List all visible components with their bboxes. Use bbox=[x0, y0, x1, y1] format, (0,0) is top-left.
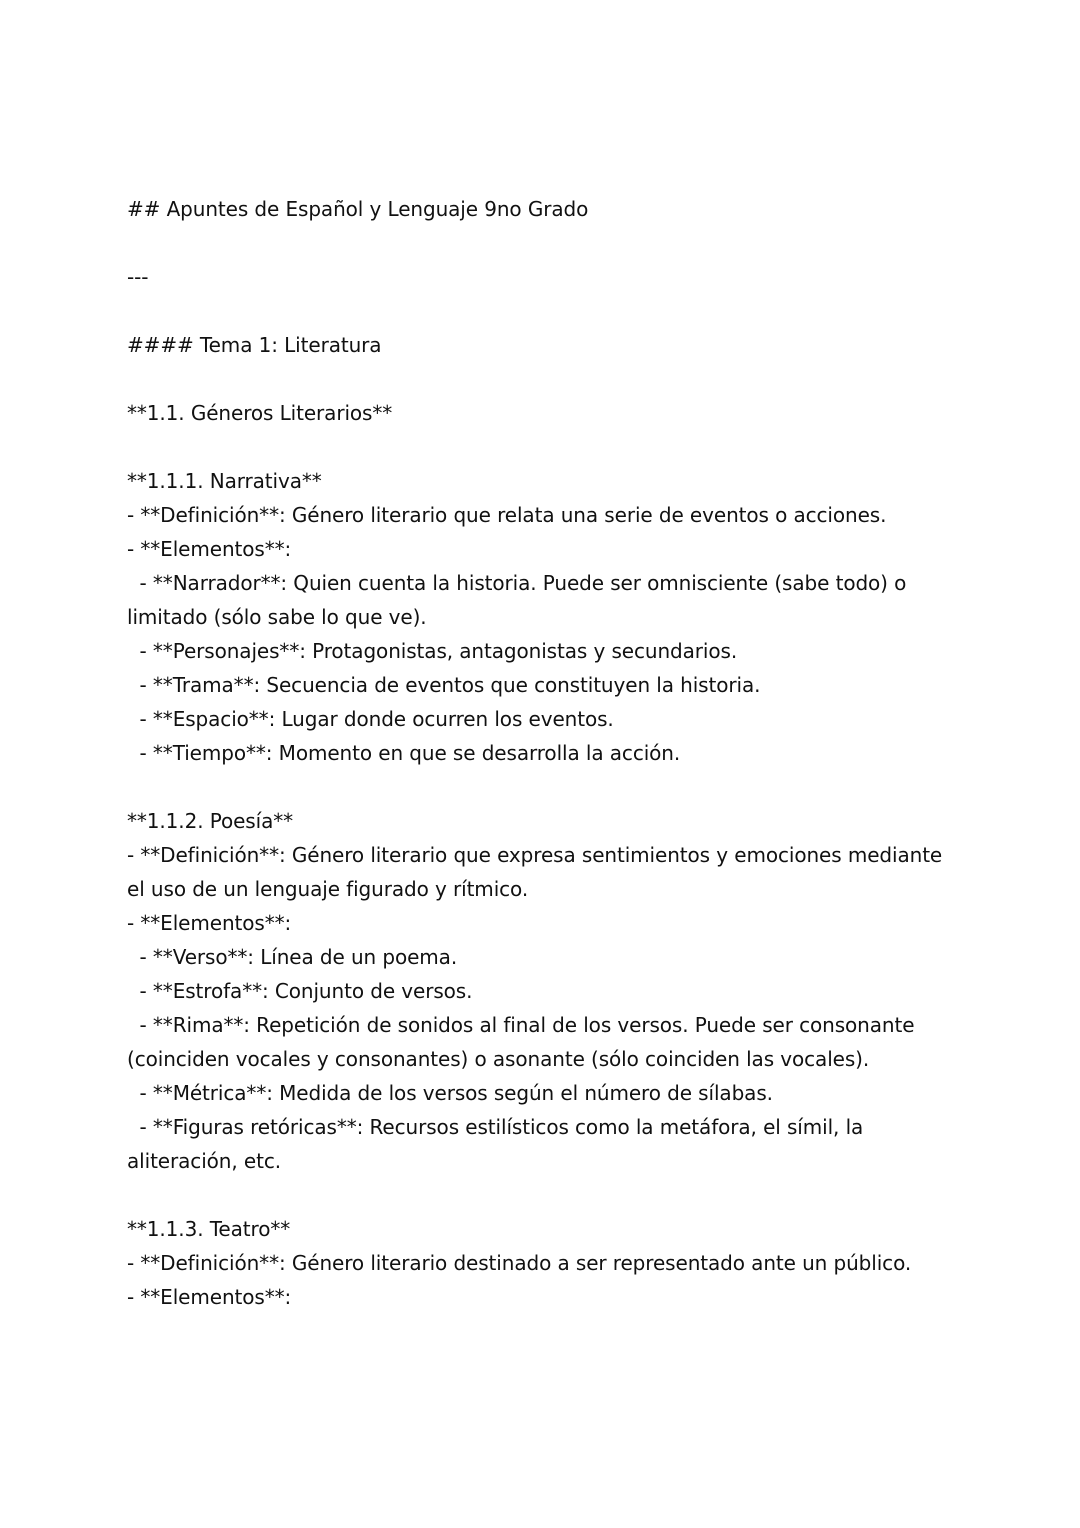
narrativa-definition: - **Definición**: Género literario que relata una serie de eventos o acciones. bbox=[127, 503, 887, 527]
document-body bbox=[127, 192, 957, 1314]
teatro-heading: **1.1.3. Teatro** bbox=[127, 1217, 291, 1241]
poesia-item-figuras: - **Figuras retóricas**: Recursos estilísticos como la metáfora, el símil, la aliteración, etc. bbox=[127, 1115, 870, 1173]
poesia-elements-label: - **Elementos**: bbox=[127, 911, 292, 935]
narrativa-item-narrador: - **Narrador**: Quien cuenta la historia. Puede ser omnisciente (sabe todo) o limitado (sólo sabe lo que ve). bbox=[127, 571, 913, 629]
narrativa-elements-label: - **Elementos**: bbox=[127, 537, 292, 561]
narrativa-heading: **1.1.1. Narrativa** bbox=[127, 469, 322, 493]
separator: --- bbox=[127, 265, 149, 289]
narrativa-item-tiempo: - **Tiempo**: Momento en que se desarrolla la acción. bbox=[127, 741, 681, 765]
topic-heading: #### Tema 1: Literatura bbox=[127, 333, 382, 357]
poesia-heading: **1.1.2. Poesía** bbox=[127, 809, 294, 833]
poesia-item-metrica: - **Métrica**: Medida de los versos según el número de sílabas. bbox=[127, 1081, 773, 1105]
poesia-definition: - **Definición**: Género literario que expresa sentimientos y emociones mediante el uso de un lenguaje figurado y rítmico. bbox=[127, 843, 949, 901]
section-heading: **1.1. Géneros Literarios** bbox=[127, 401, 393, 425]
teatro-elements-label: - **Elementos**: bbox=[127, 1285, 292, 1309]
poesia-item-estrofa: - **Estrofa**: Conjunto de versos. bbox=[127, 979, 473, 1003]
teatro-definition: - **Definición**: Género literario destinado a ser representado ante un público. bbox=[127, 1251, 912, 1275]
narrativa-item-personajes: - **Personajes**: Protagonistas, antagonistas y secundarios. bbox=[127, 639, 738, 663]
poesia-item-rima: - **Rima**: Repetición de sonidos al final de los versos. Puede ser consonante (coinciden vocales y consonantes) o asonante (sólo coinciden las vocales). bbox=[127, 1013, 921, 1071]
narrativa-item-trama: - **Trama**: Secuencia de eventos que constituyen la historia. bbox=[127, 673, 761, 697]
poesia-item-verso: - **Verso**: Línea de un poema. bbox=[127, 945, 458, 969]
document-title: ## Apuntes de Español y Lenguaje 9no Grado bbox=[127, 197, 589, 221]
narrativa-item-espacio: - **Espacio**: Lugar donde ocurren los eventos. bbox=[127, 707, 614, 731]
